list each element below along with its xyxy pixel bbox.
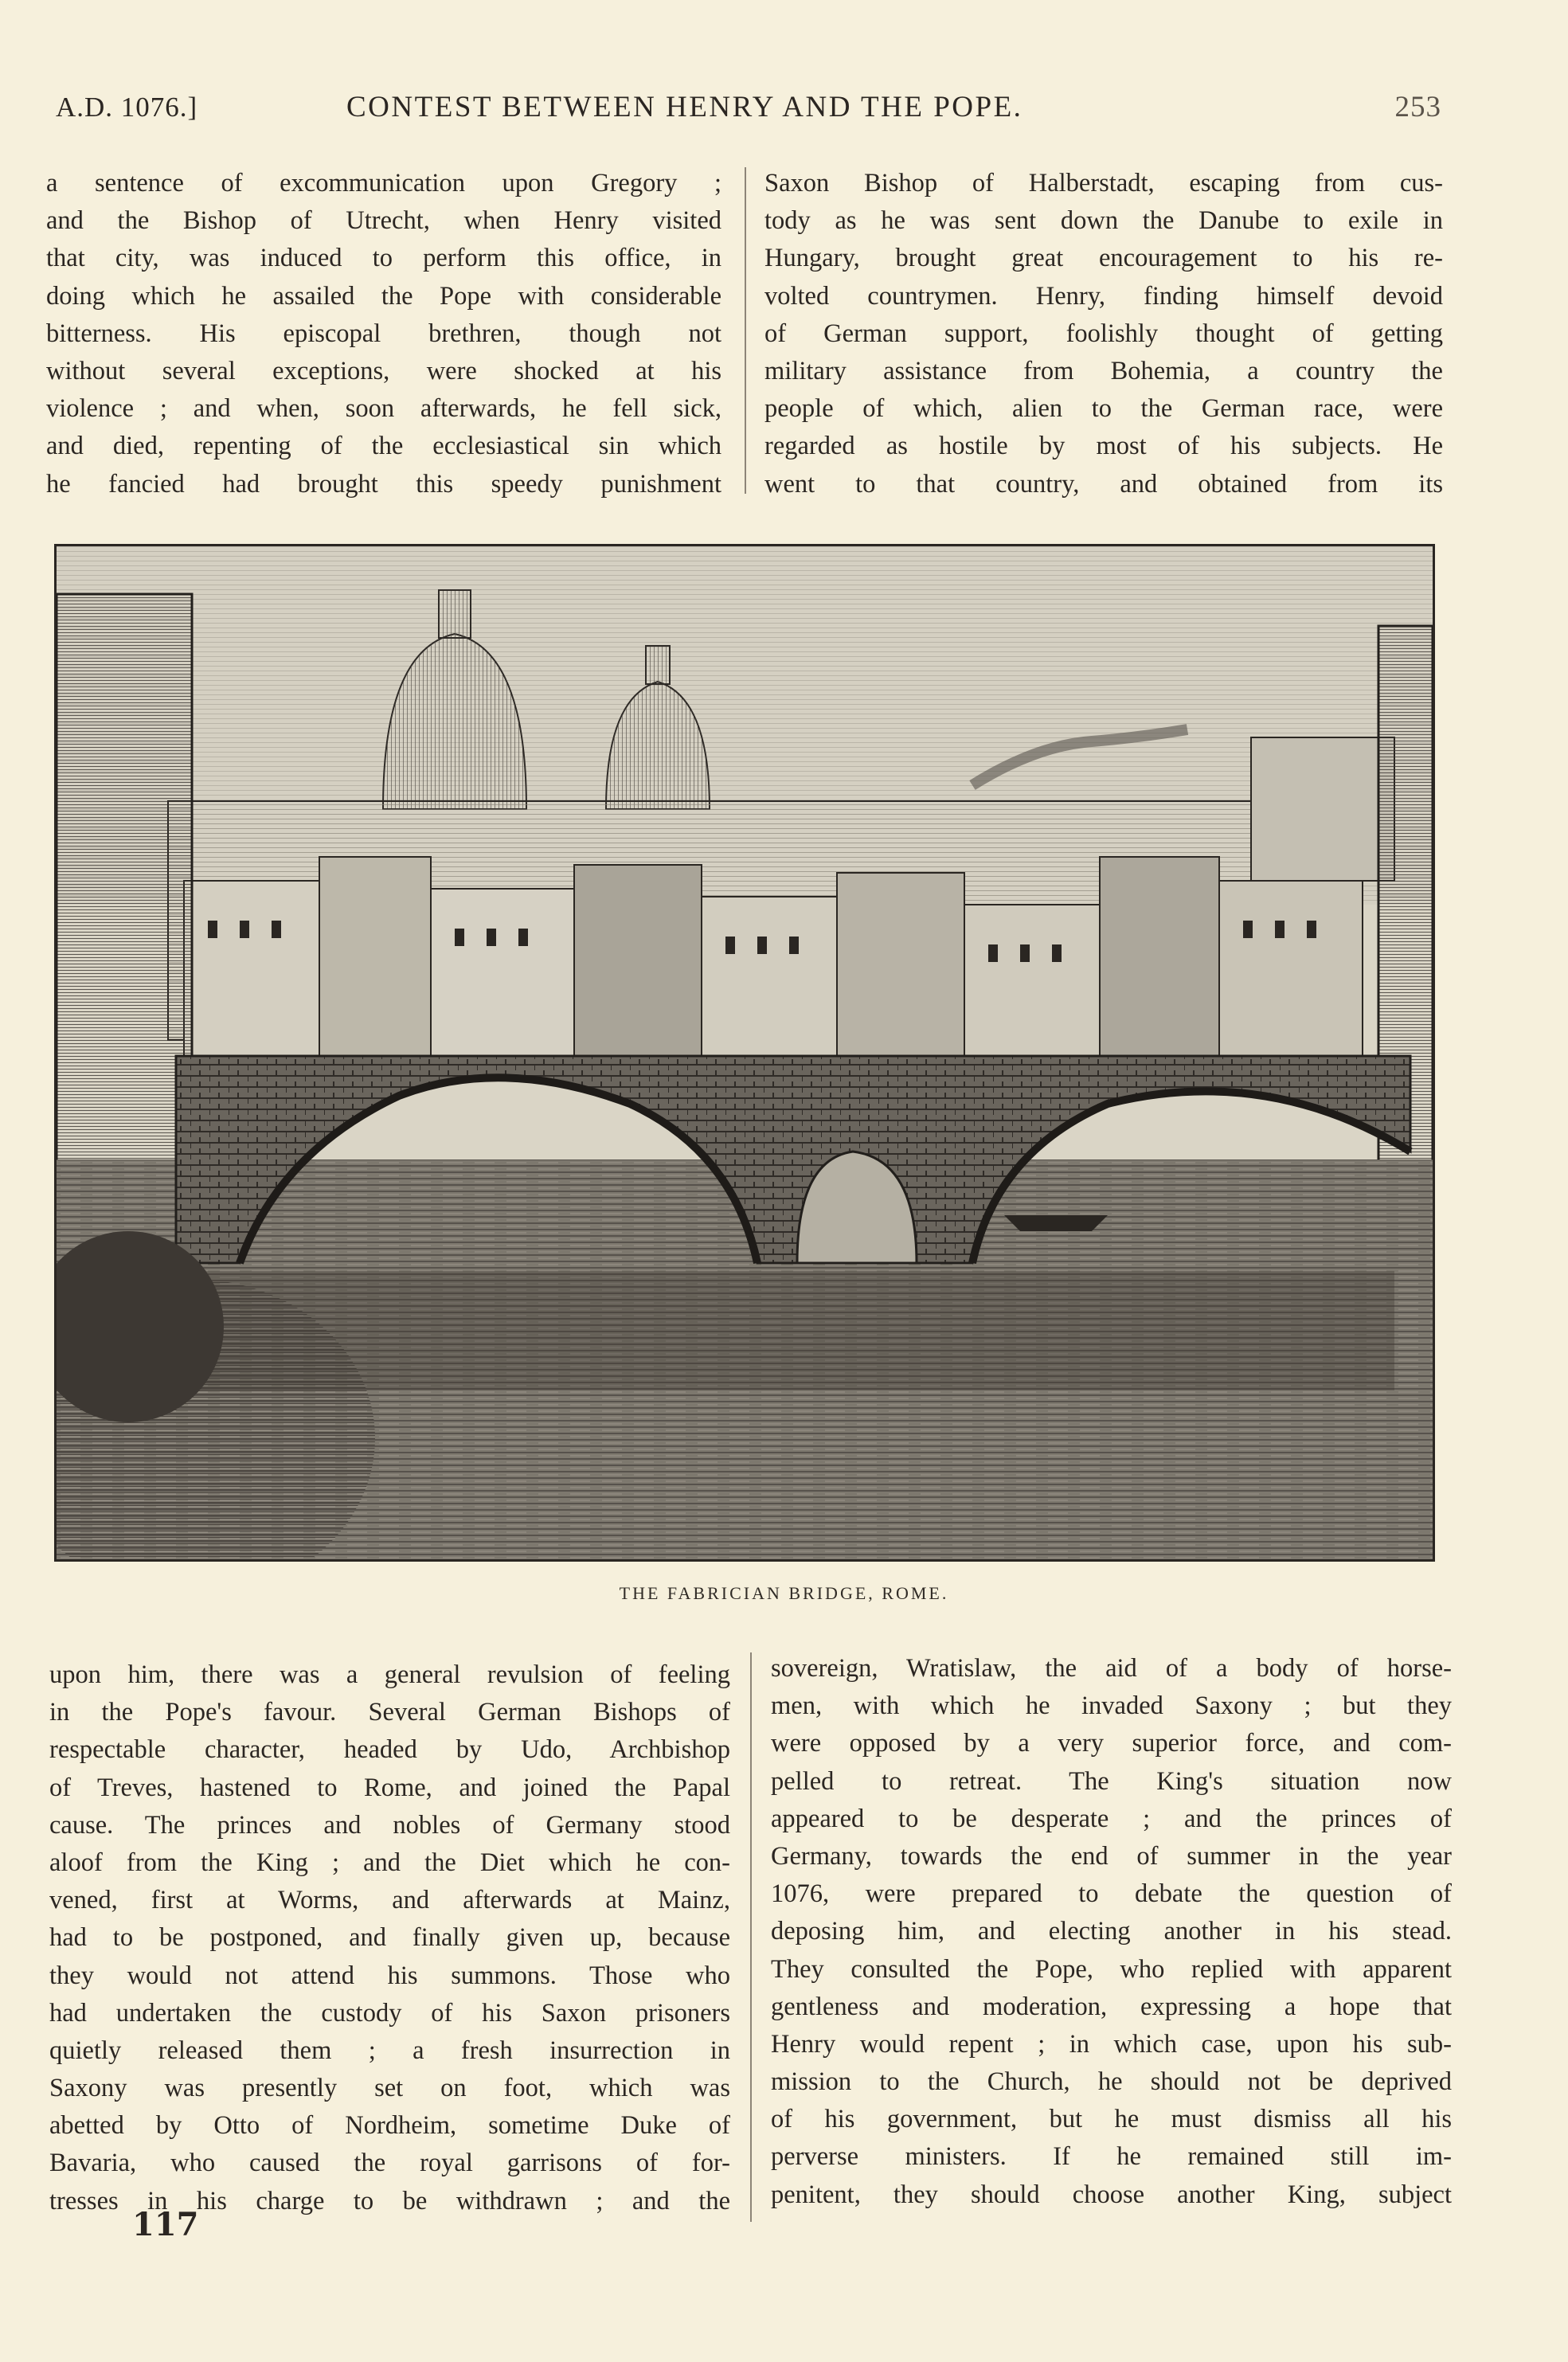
text-line: mission to the Church, he should not be deprived bbox=[771, 2067, 1452, 2097]
text-line: of German support, foolishly thought of getting bbox=[764, 319, 1443, 348]
text-line: military assistance from Bohemia, a country the bbox=[764, 356, 1443, 385]
text-line: cause. The princes and nobles of Germany stood bbox=[49, 1810, 730, 1840]
text-line: abetted by Otto of Nordheim, sometime Duke of bbox=[49, 2111, 730, 2141]
signature-mark: 117 bbox=[132, 2206, 199, 2243]
column-divider-top bbox=[745, 167, 746, 494]
text-column-top-left bbox=[46, 165, 721, 503]
text-line: had undertaken the custody of his Saxon prisoners bbox=[49, 1998, 730, 2028]
text-line: and died, repenting of the ecclesiastical sin which bbox=[46, 432, 721, 461]
text-line: respectable character, headed by Udo, Archbishop bbox=[49, 1735, 730, 1765]
column-divider-bottom bbox=[750, 1652, 752, 2222]
text-line: deposing him, and electing another in his stead. bbox=[771, 1917, 1452, 1946]
text-column-top-right bbox=[764, 165, 1443, 503]
text-line: tresses in his charge to be withdrawn ; and the bbox=[49, 2186, 730, 2215]
text-line: Germany, towards the end of summer in the year bbox=[771, 1841, 1452, 1871]
text-line: aloof from the King ; and the Diet which he con- bbox=[49, 1848, 730, 1877]
text-line: without several exceptions, were shocked at his bbox=[46, 356, 721, 385]
text-line: gentleness and moderation, expressing a hope that bbox=[771, 1992, 1452, 2021]
text-line: appeared to be desperate ; and the princes of bbox=[771, 1804, 1452, 1833]
text-line: men, with which he invaded Saxony ; but they bbox=[771, 1691, 1452, 1721]
fabrician-bridge-engraving bbox=[57, 546, 1433, 1559]
text-line: bitterness. His episcopal brethren, though not bbox=[46, 319, 721, 348]
text-line: vened, first at Worms, and afterwards at Mainz, bbox=[49, 1886, 730, 1915]
text-line: 1076, were prepared to debate the question of bbox=[771, 1879, 1452, 1909]
text-line: he fancied had brought this speedy punishment bbox=[46, 469, 721, 499]
text-line: went to that country, and obtained from its bbox=[764, 469, 1443, 499]
header-title: CONTEST BETWEEN HENRY AND THE POPE. bbox=[346, 91, 1023, 123]
text-line: upon him, there was a general revulsion of feeling bbox=[49, 1660, 730, 1689]
text-line: quietly released them ; a fresh insurrection in bbox=[49, 2035, 730, 2065]
header-date: A.D. 1076.] bbox=[56, 92, 198, 123]
text-column-bottom-right bbox=[771, 1650, 1452, 2214]
text-line: Saxony was presently set on foot, which was bbox=[49, 2074, 730, 2103]
text-line: Bavaria, who caused the royal garrisons of for- bbox=[49, 2149, 730, 2178]
text-line: Saxon Bishop of Halberstadt, escaping from cus- bbox=[764, 169, 1443, 197]
engraving-illustration bbox=[54, 544, 1435, 1562]
text-line: doing which he assailed the Pope with considerable bbox=[46, 281, 721, 311]
text-line: perverse ministers. If he remained still im- bbox=[771, 2142, 1452, 2172]
text-line: of Treves, hastened to Rome, and joined the Papal bbox=[49, 1773, 730, 1802]
page-number: 253 bbox=[1394, 91, 1441, 123]
text-line: and the Bishop of Utrecht, when Henry visited bbox=[46, 206, 721, 236]
text-line: had to be postponed, and finally given up, because bbox=[49, 1923, 730, 1953]
text-line: They consulted the Pope, who replied with apparent bbox=[771, 1954, 1452, 1984]
text-line: tody as he was sent down the Danube to exile in bbox=[764, 206, 1443, 236]
text-line: volted countrymen. Henry, finding himself devoid bbox=[764, 281, 1443, 311]
text-column-bottom-left bbox=[49, 1656, 730, 2220]
text-line: pelled to retreat. The King's situation now bbox=[771, 1766, 1452, 1796]
text-line: Henry would repent ; in which case, upon his sub- bbox=[771, 2029, 1452, 2059]
figure-caption: THE FABRICIAN BRIDGE, ROME. bbox=[619, 1583, 949, 1603]
text-line: a sentence of excommunication upon Gregory ; bbox=[46, 169, 721, 197]
running-header bbox=[56, 84, 1441, 131]
text-line: regarded as hostile by most of his subjects. He bbox=[764, 432, 1443, 461]
text-line: that city, was induced to perform this office, in bbox=[46, 244, 721, 273]
text-line: Hungary, brought great encouragement to his re- bbox=[764, 244, 1443, 273]
text-line: in the Pope's favour. Several German Bishops of bbox=[49, 1698, 730, 1727]
text-line: violence ; and when, soon afterwards, he fell sick, bbox=[46, 394, 721, 424]
text-line: were opposed by a very superior force, and com- bbox=[771, 1729, 1452, 1758]
text-line: of his government, but he must dismiss all his bbox=[771, 2105, 1452, 2134]
text-line: sovereign, Wratislaw, the aid of a body of horse- bbox=[771, 1654, 1452, 1683]
text-line: people of which, alien to the German race, were bbox=[764, 394, 1443, 424]
text-line: they would not attend his summons. Those who bbox=[49, 1961, 730, 1990]
text-line: penitent, they should choose another King, subject bbox=[771, 2180, 1452, 2209]
